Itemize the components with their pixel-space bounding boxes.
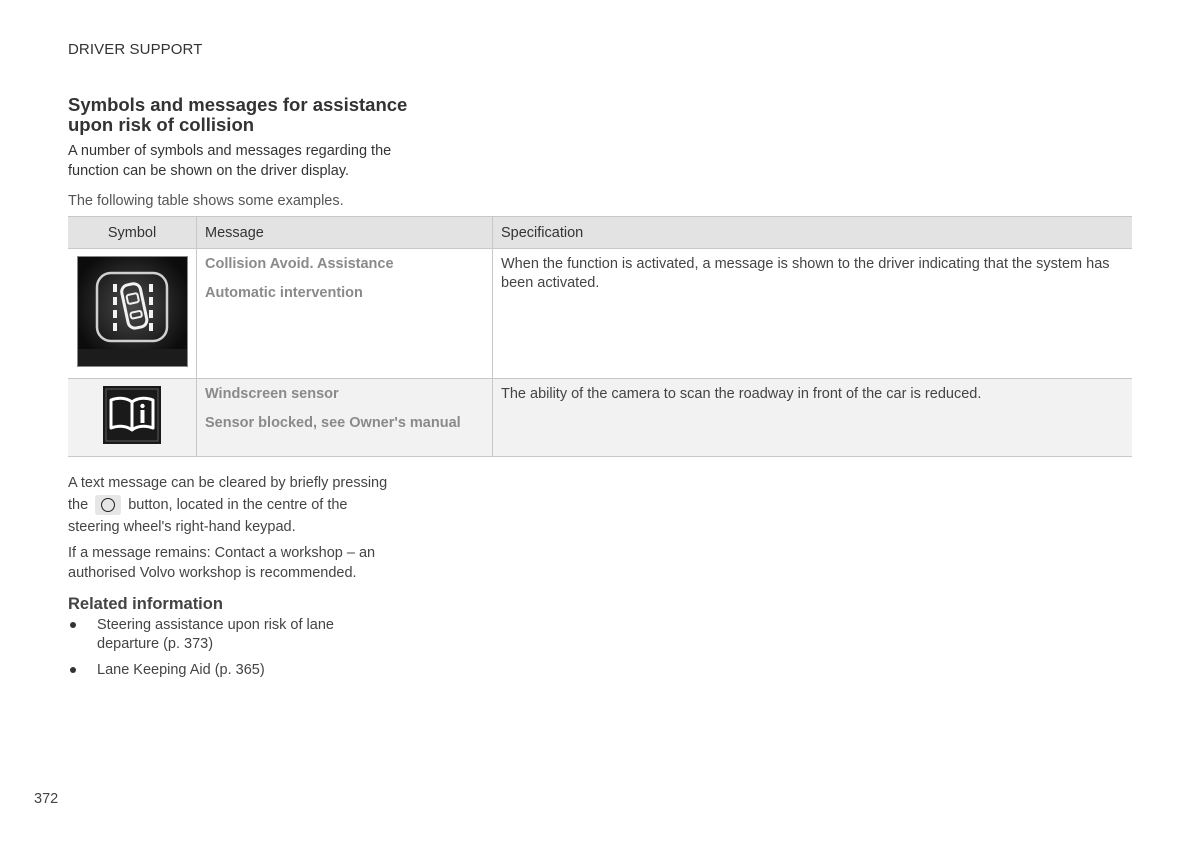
message-cell xyxy=(197,379,493,457)
bullet-icon xyxy=(70,667,76,673)
table-row xyxy=(68,379,1132,457)
column-header-message: Message xyxy=(197,217,493,249)
specification-text: The ability of the camera to scan the roadway in front of the car is reduced. xyxy=(501,386,982,402)
message-cell xyxy=(197,249,493,379)
clear-message-before: A text message can be cleared by briefly pressing the xyxy=(68,475,388,513)
remains-message-text: If a message remains: Contact a workshop – an authorised Volvo workshop is recommended. xyxy=(68,545,376,581)
owners-manual-info-icon xyxy=(103,386,161,444)
related-link[interactable]: Steering assistance upon risk of lane departure (p. 373) xyxy=(97,617,334,652)
column-header-specification: Specification xyxy=(493,217,1133,249)
clear-message-text xyxy=(68,472,398,538)
message-title: Collision Avoid. Assistance xyxy=(205,256,394,272)
table-header-row xyxy=(68,217,1132,249)
message-title: Windscreen sensor xyxy=(205,386,339,402)
specification-cell xyxy=(493,249,1133,379)
specification-text: When the function is activated, a message is shown to the driver indicating that the system has been activated. xyxy=(501,256,1110,291)
related-link[interactable]: Lane Keeping Aid (p. 365) xyxy=(97,662,265,678)
symbol-cell xyxy=(68,249,197,379)
message-subtitle: Sensor blocked, see Owner's manual xyxy=(205,415,461,431)
symbol-cell xyxy=(68,379,197,457)
table-row xyxy=(68,249,1132,379)
section-header: DRIVER SUPPORT xyxy=(68,41,203,58)
table-intro-text: The following table shows some examples. xyxy=(68,193,344,209)
collision-avoid-assistance-icon xyxy=(77,256,188,367)
bullet-icon xyxy=(70,622,76,628)
specification-cell xyxy=(493,379,1133,457)
page-title: Symbols and messages for assistance upon risk of collision xyxy=(68,94,408,135)
page-number: 372 xyxy=(34,791,59,807)
symbols-table xyxy=(68,216,1132,457)
clear-message-after: button, located in the centre of the steering wheel's right-hand keypad. xyxy=(68,497,348,535)
message-subtitle: Automatic intervention xyxy=(205,285,363,301)
related-information-list xyxy=(68,616,398,687)
related-information-heading: Related information xyxy=(68,595,223,613)
o-button-icon xyxy=(95,495,121,515)
column-header-symbol: Symbol xyxy=(68,217,197,249)
intro-text: A number of symbols and messages regarding the function can be shown on the driver display. xyxy=(68,143,392,179)
list-item[interactable] xyxy=(68,661,398,680)
list-item[interactable] xyxy=(68,616,398,654)
